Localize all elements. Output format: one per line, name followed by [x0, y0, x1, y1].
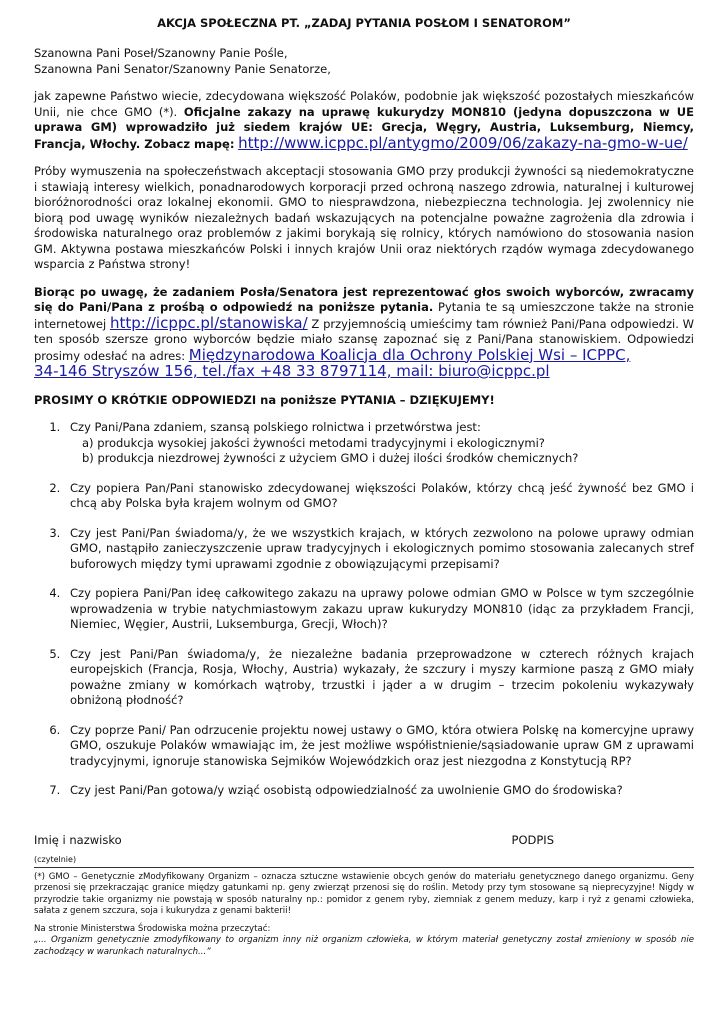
- question-1a: a) produkcja wysokiej jakości żywności metodami tradycyjnymi i ekologicznymi?: [82, 435, 545, 450]
- question-5: 5. Czy jest Pani/Pan świadoma/y, że niezależne badania przeprowadzone w czterech różnych krajach europejskich (Francja, Rosja, Włochy, Austria) wykazały, że szczury i myszy karmione paszą z GMO miały poważne zmiany w komórkach wątroby, trzustki i jąder a w drugim – trzecim pokoleniu wykazywały obniżoną płodność?: [64, 647, 694, 709]
- legible-note: (czytelnie): [34, 854, 77, 864]
- question-1: [64, 420, 694, 467]
- map-link[interactable]: http://www.icppc.pl/antygmo/2009/06/zakazy-na-gmo-w-ue/: [238, 133, 688, 152]
- address-line-2[interactable]: 34-146 Stryszów 156, tel./fax +48 33 8797114, mail: biuro@icppc.pl: [34, 362, 550, 380]
- question-1-text: Czy Pani/Pana zdaniem, szansą polskiego rolnictwa i przetwórstwa jest:: [70, 420, 481, 434]
- intro-text: jak zapewne Państwo wiecie, zdecydowana większość Polaków, podobnie jak większość pozostałych mieszkańców Unii, nie chce GMO (*).: [34, 89, 694, 119]
- question-7: 7. Czy jest Pani/Pan gotowa/y wziąć osobistą odpowiedzialność za uwolnienie GMO do środowiska?: [64, 783, 694, 799]
- website-text: Pytania te są umieszczone także na stronie internetowej: [34, 300, 694, 331]
- name-label: Imię i nazwisko: [34, 832, 122, 847]
- reply-text: Z przyjemnością umieścimy tam również Pani/Pana odpowiedzi. W ten sposób szersze grono wyborców będzie miało szansę zapoznać się z Pani/Pana stanowiskiem. Odpowiedzi prosimy odesłać na adres:: [34, 316, 695, 363]
- ministry-quote: „... Organizm genetycznie zmodyfikowany to organizm inny niż organizm człowieka, w którym materiał genetyczny został zmieniony w sposób nie zachodzący w warunkach naturalnych...”: [34, 935, 694, 957]
- address-line-1[interactable]: Międzynarodowa Koalicja dla Ochrony Polskiej Wsi – ICPPC,: [188, 345, 631, 364]
- questions-heading: PROSIMY O KRÓTKIE ODPOWIEDZI na poniższe PYTANIA – DZIĘKUJEMY!: [34, 392, 495, 407]
- gmo-definition-footnote: (*) GMO – Genetycznie zModyfikowany Organizm – oznacza sztuczne wstawienie obcych genów do materiału genetycznego danego organizmu. Geny przenosi się przekraczając granice między gatunkami np. geny zwierząt przenosi się do roślin. Metody przy tym stosowane są nieprecyzyjne! Nigdy w przyrodzie takie organizmy nie powstają w sposób naturalny np.: pomidor z genem ryby, ziemniak z genem meduzy, karp i ryż z genami człowieka, sałata z genem szczura, soja i kukurydza z genami bakterii!: [34, 871, 694, 916]
- signature-label: PODPIS: [511, 832, 554, 847]
- footnote-divider: [34, 867, 694, 868]
- bans-text: Oficjalne zakazy na uprawę kukurydzy MON810 (jedyna dopuszczona w UE uprawa GM) wprowadziło już siedem krajów UE: Grecja, Węgry, Austria, Luksemburg, Niemcy, Francja, Włochy. Zobacz mapę:: [34, 104, 695, 151]
- gmo-critique-paragraph: Próby wymuszenia na społeczeństwach akceptacji stosowania GMO przy produkcji żywności są niedemokratyczne i stawiają interesy wielkich, ponadnarodowych korporacji przed ochroną naszego zdrowia, naturalnej i kulturowej bioróżnorodności oraz lokalnej ekonomii. GMO to niesprawdzona, niebezpieczna technologia. Jej zwolennicy nie biorą pod uwagę wyników niezależnych badań wskazujących na potencjalne poważne zagrożenia dla zdrowia i środowiska naturalnego oraz problemów z jakimi borykają się rolnicy, których namówiono do stosowania nasion GM. Aktywna postawa mieszkańców Polski i innych krajów Unii oraz niektórych rządów wymaga zdecydowanego wsparcia z Państwa strony!: [34, 164, 694, 271]
- intro-paragraph: [34, 89, 694, 152]
- document-title: AKCJA SPOŁECZNA PT. „ZADAJ PYTANIA POSŁOM I SENATOROM”: [157, 16, 571, 30]
- question-3: 3. Czy jest Pani/Pan świadoma/y, że we wszystkich krajach, w których zezwolono na polowe uprawy odmian GMO, nastąpiło zanieczyszczenie upraw tradycyjnych i ekologicznych pomimo stosowania zalecanych stref buforowych między tymi uprawami zgodnie z obowiązującymi przepisami?: [64, 526, 694, 573]
- salutation-line-1: Szanowna Pani Poseł/Szanowny Panie Pośle,: [34, 46, 288, 60]
- ministry-intro: Na stronie Ministerstwa Środowiska można przeczytać:: [34, 923, 271, 934]
- question-1b: b) produkcja niezdrowej żywności z użyciem GMO i dużej ilości środków chemicznych?: [82, 451, 579, 465]
- salutation-line-2: Szanowna Pani Senator/Szanowny Panie Senatorze,: [34, 61, 331, 76]
- question-2: 2. Czy popiera Pan/Pani stanowisko zdecydowanej większości Polaków, którzy chcą jeść żywność bez GMO i chcą aby Polska była krajem wolnym od GMO?: [64, 481, 694, 512]
- signature-row: [34, 833, 694, 847]
- question-6: 6. Czy poprze Pani/ Pan odrzucenie projektu nowej ustawy o GMO, która otwiera Polskę na komercyjne uprawy GMO, oszukuje Polaków wmawiając im, że jest możliwe współistnienie/sąsiadowanie upraw GM z uprawami tradycyjnymi, ignoruje stanowiska Sejmików Wojewódzkich oraz jest niezgodna z Konstytucją RP?: [64, 723, 694, 770]
- questions-list: [34, 420, 694, 799]
- question-4: 4. Czy popiera Pani/Pan ideę całkowitego zakazu na uprawy polowe odmian GMO w Polsce w tym szczególnie wprowadzenia w trybie natychmiastowym zakazu upraw kukurydzy MON810 (idąc za przykładem Francji, Niemiec, Węgier, Austrii, Luksemburga, Grecji, Włoch)?: [64, 586, 694, 633]
- request-paragraph: [34, 285, 694, 381]
- request-bold-text: Biorąc po uwagę, że zadaniem Posła/Senatora jest reprezentować głos swoich wyborców, zwracamy się do Pani/Pana z prośbą o odpowiedź na poniższe pytania.: [34, 284, 694, 314]
- stanowiska-link[interactable]: http://icppc.pl/stanowiska/: [109, 313, 308, 332]
